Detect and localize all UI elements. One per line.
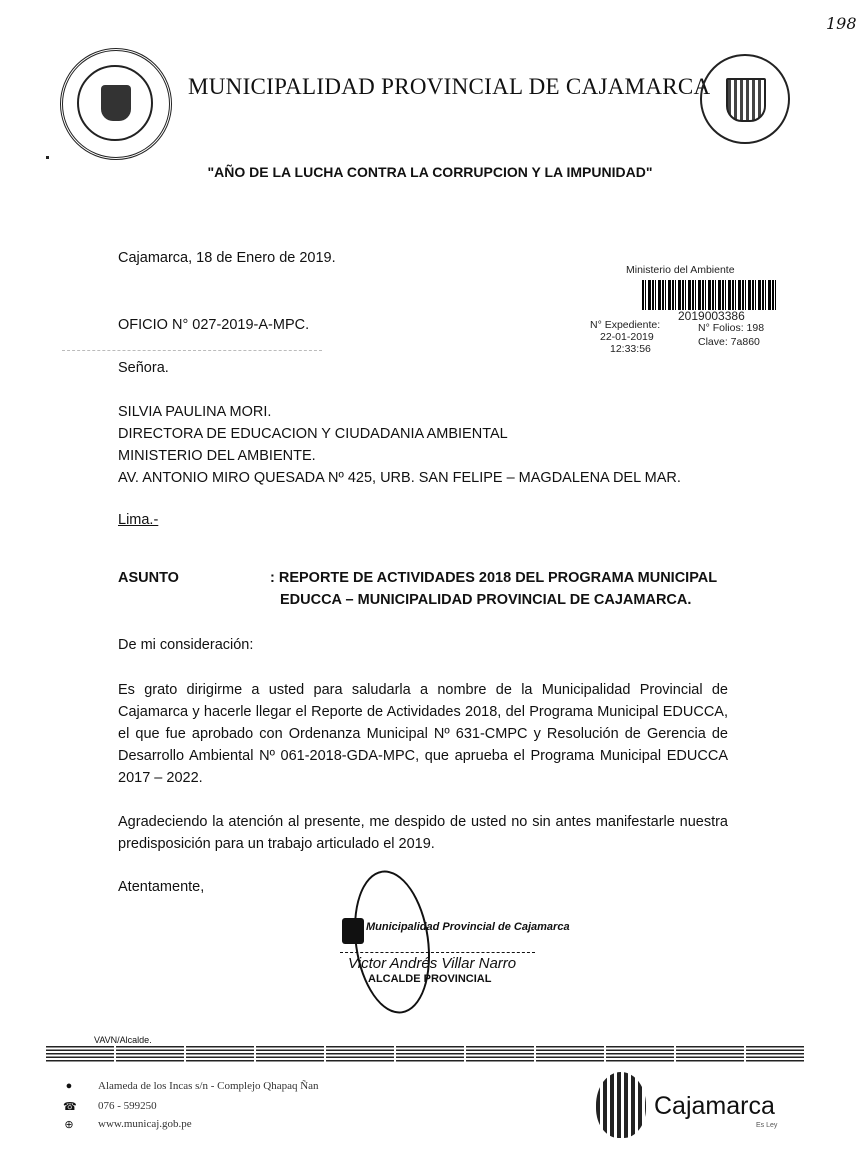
- stamp-expediente-number: 2019003386: [678, 309, 745, 323]
- date-line: Cajamarca, 18 de Enero de 2019.: [118, 250, 336, 266]
- cajamarca-hands-logo: [596, 1072, 646, 1138]
- municipal-stamp-icon: [342, 918, 364, 944]
- signature-line: [340, 952, 535, 953]
- subject-line-1: : REPORTE DE ACTIVIDADES 2018 DEL PROGRAMA MUNICIPAL: [270, 570, 718, 586]
- recipient-city: Lima.-: [118, 512, 159, 528]
- subject-line-2: EDUCCA – MUNICIPALIDAD PROVINCIAL DE CAJAMARCA.: [280, 592, 692, 608]
- body-paragraph: Agradeciendo la atención al presente, me despido de usted no sin antes manifestarle nuestra predisposición para un trabajo articulado el 2019.: [118, 814, 728, 852]
- cajamarca-logo-text: Cajamarca: [654, 1092, 775, 1120]
- recipient-address: AV. ANTONIO MIRO QUESADA Nº 425, URB. SAN FELIPE – MAGDALENA DEL MAR.: [118, 470, 681, 486]
- salutation: Señora.: [118, 360, 169, 376]
- phone-icon: ☎: [63, 1101, 77, 1113]
- scan-noise: [62, 350, 322, 351]
- footer-phone: 076 - 599250: [98, 1100, 157, 1112]
- stamp-time: 12:33:56: [610, 343, 651, 355]
- recipient-position: DIRECTORA DE EDUCACION Y CIUDADANIA AMBIENTAL: [118, 426, 508, 442]
- subject-label: ASUNTO: [118, 570, 179, 586]
- signer-title: ALCALDE PROVINCIAL: [368, 973, 492, 985]
- signer-name: Victor Andrés Villar Narro: [348, 955, 517, 972]
- initials: VAVN/Alcalde.: [94, 1035, 152, 1045]
- stamp-folios: N° Folios: 198: [698, 322, 765, 334]
- municipal-seal-logo: [60, 48, 172, 160]
- signature-stamp-entity: Municipalidad Provincial de Cajamarca: [366, 921, 570, 933]
- greeting: De mi consideración:: [118, 637, 254, 653]
- recipient-institution: MINISTERIO DEL AMBIENTE.: [118, 448, 316, 464]
- footer-address: Alameda de los Incas s/n - Complejo Qhapaq Ñan: [98, 1080, 319, 1092]
- stray-mark: [46, 156, 49, 159]
- year-motto: "AÑO DE LA LUCHA CONTRA LA CORRUPCION Y LA IMPUNIDAD": [207, 164, 653, 180]
- stamp-entity: Ministerio del Ambiente: [626, 264, 735, 276]
- cajamarca-logo-subtext: Es Ley: [756, 1122, 778, 1129]
- closing: Atentamente,: [118, 879, 205, 895]
- footer-website: www.municaj.gob.pe: [98, 1118, 192, 1130]
- body-paragraph: Es grato dirigirme a usted para saludarla a nombre de la Municipalidad Provincial de Cajamarca y hacerle llegar el Reporte de Actividades 2018, del Programa Municipal EDUCCA, el que fue aprobado con Ordenanza Municipal Nº 631-CMPC y Resolución de Gerencia de Desarrollo Ambiental Nº 061-2018-GDA-MPC, que aprueba el Programa Municipal EDUCCA 2017 – 2022.: [118, 682, 728, 786]
- stamp-clave: Clave: 7a860: [698, 336, 760, 348]
- recipient-name: SILVIA PAULINA MORI.: [118, 404, 272, 420]
- barcode-icon: [642, 280, 778, 310]
- location-pin-icon: ●: [65, 1080, 73, 1092]
- page-title: MUNICIPALIDAD PROVINCIAL DE CAJAMARCA: [188, 74, 711, 99]
- peru-coat-of-arms-logo: [700, 54, 792, 150]
- page-number-handwritten: 198: [826, 14, 857, 33]
- reception-stamp: [590, 262, 790, 362]
- decorative-wave-band: [44, 1046, 804, 1062]
- stamp-expediente-label: N° Expediente:: [590, 319, 661, 331]
- globe-icon: ⊕: [64, 1119, 74, 1131]
- stamp-date: 22-01-2019: [600, 331, 654, 343]
- oficio-number: OFICIO N° 027-2019-A-MPC.: [118, 317, 310, 333]
